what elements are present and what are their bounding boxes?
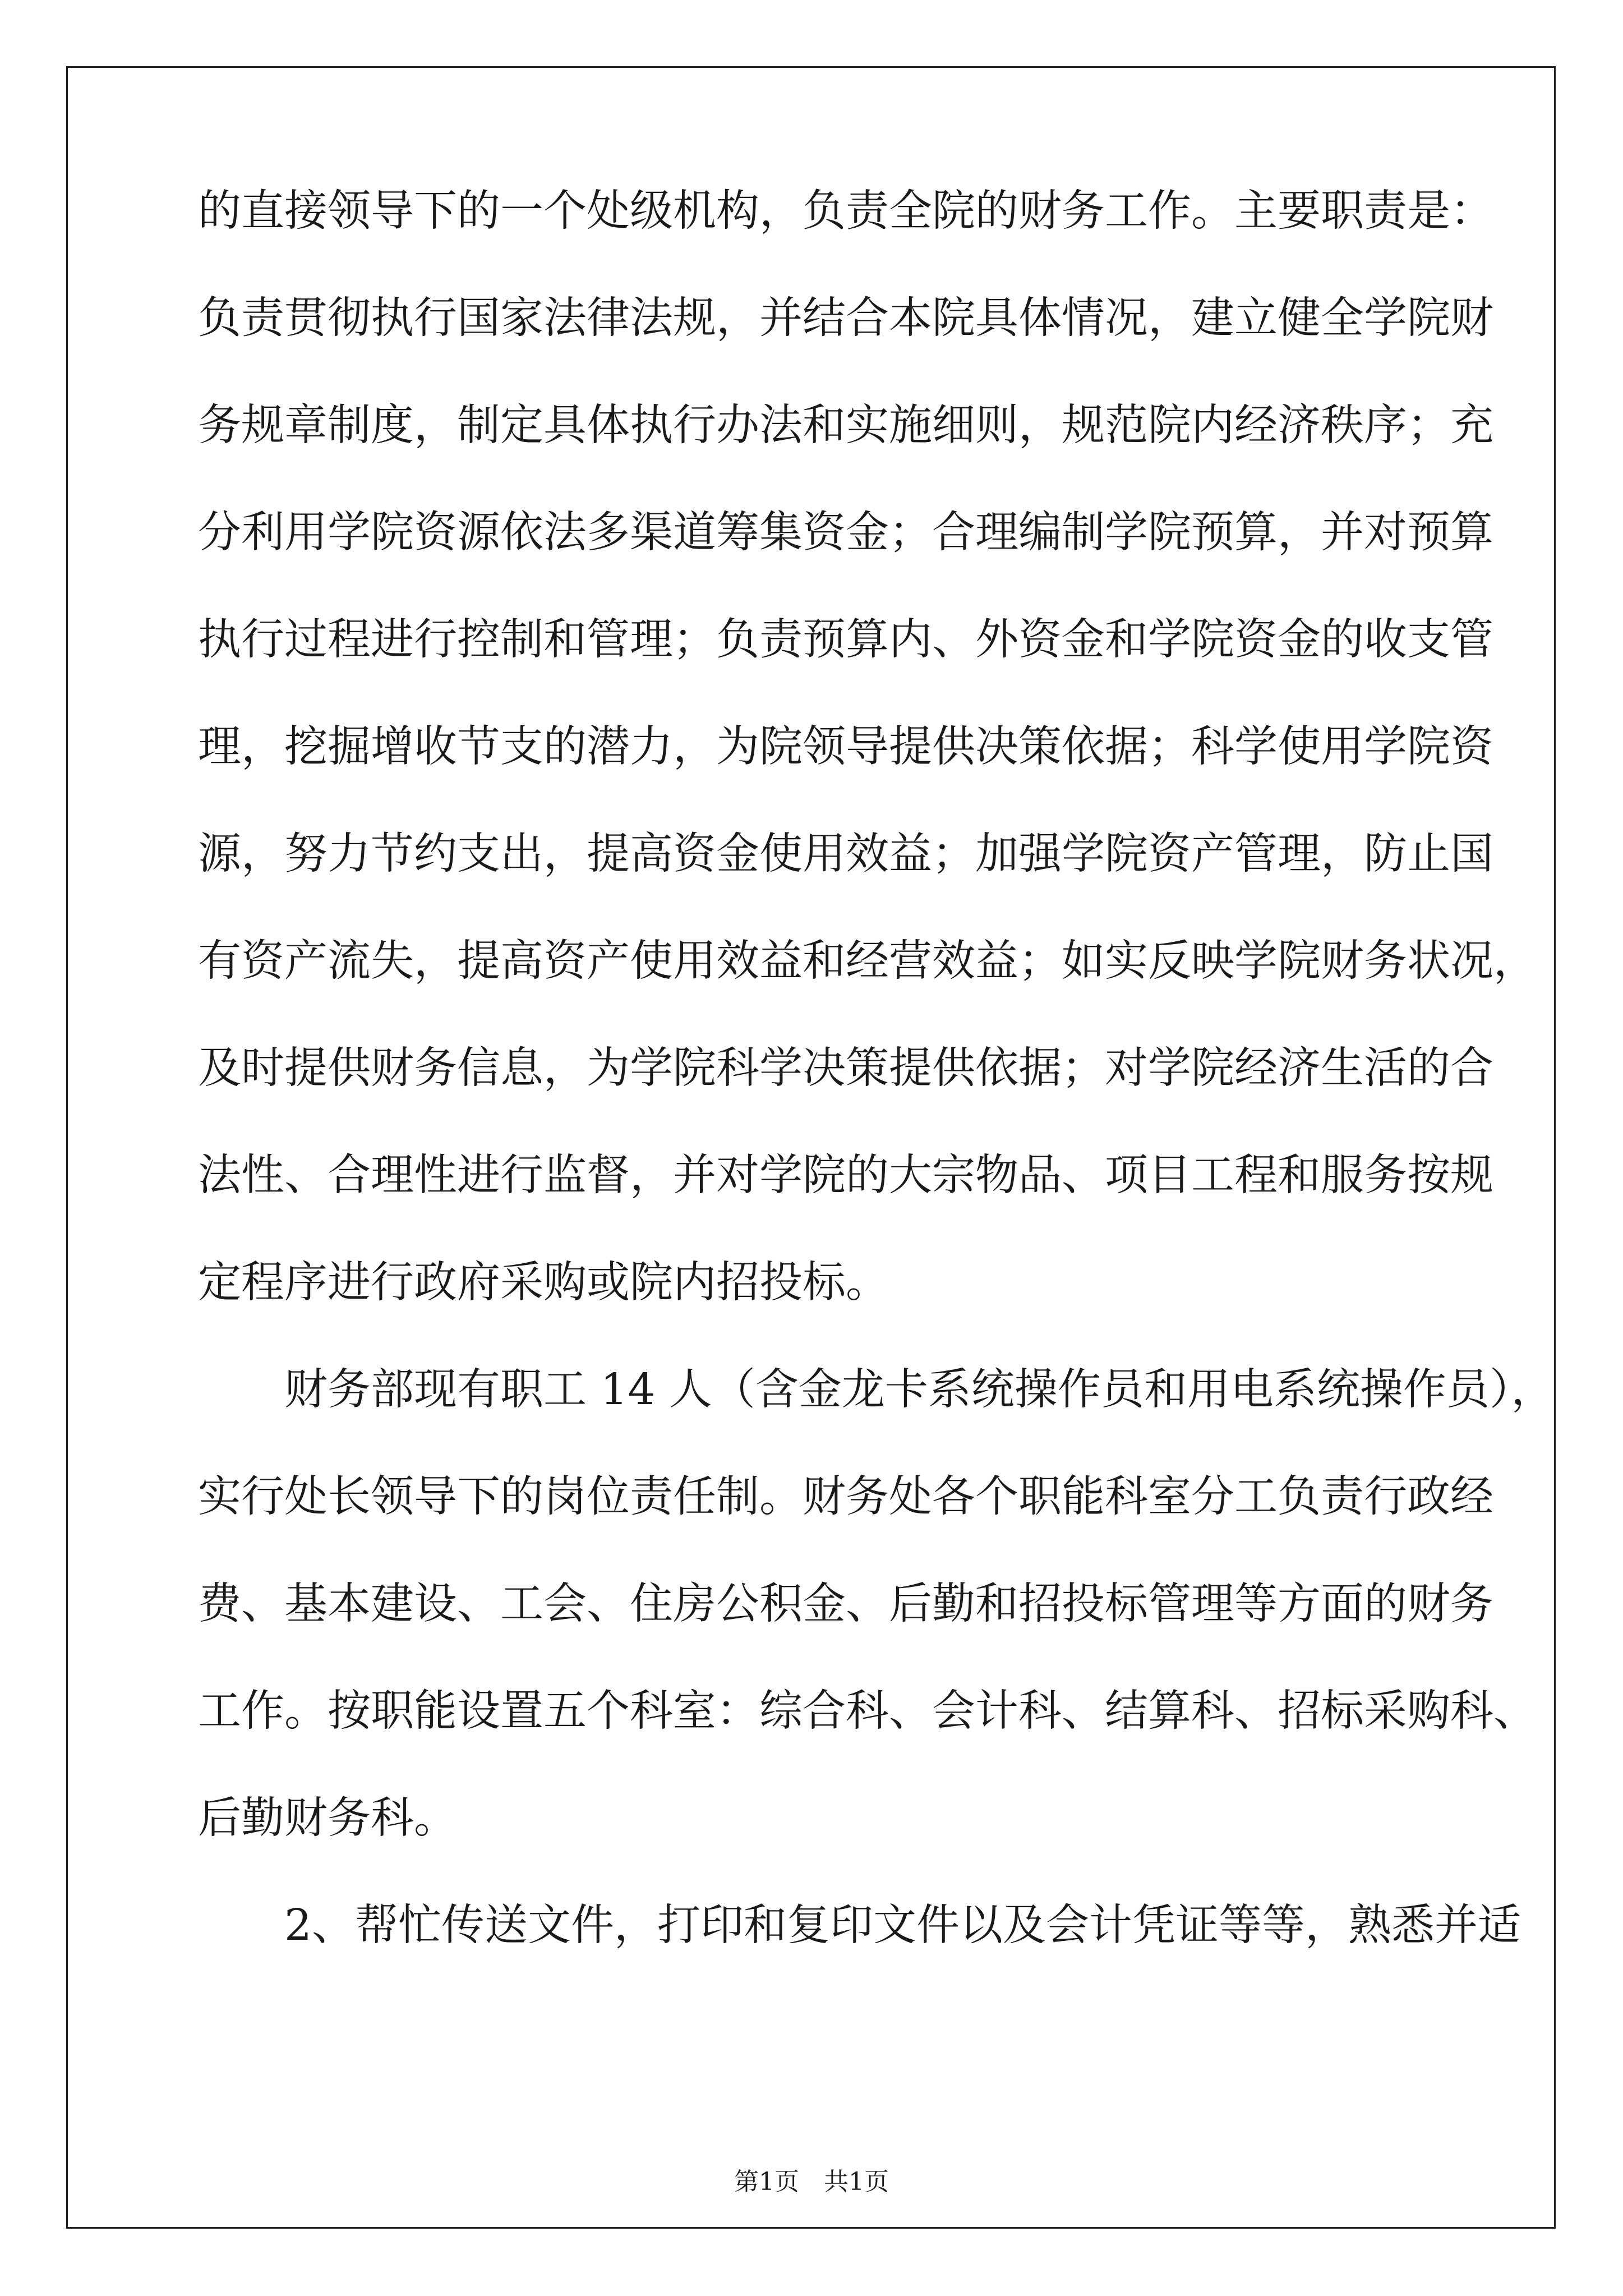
text-line: 的直接领导下的一个处级机构，负责全院的财务工作。主要职责是： [198,186,1493,236]
text-line: 源，努力节约支出，提高资金使用效益；加强学院资产管理，防止国 [198,829,1493,879]
text-line: 实行处长领导下的岗位责任制。财务处各个职能科室分工负责行政经 [198,1472,1493,1522]
text-line: 法性、合理性进行监督，并对学院的大宗物品、项目工程和服务按规 [198,1151,1493,1200]
text-line: 及时提供财务信息，为学院科学决策提供依据；对学院经济生活的合 [198,1043,1493,1093]
text-line: 分利用学院资源依法多渠道筹集资金；合理编制学院预算，并对预算 [198,508,1493,558]
text-line: 执行过程进行控制和管理；负责预算内、外资金和学院资金的收支管 [198,615,1493,665]
text-line: 工作。按职能设置五个科室：综合科、会计科、结算科、招标采购科、 [198,1686,1537,1736]
text-line: 有资产流失，提高资产使用效益和经营效益；如实反映学院财务状况， [198,936,1537,986]
text-line: 后勤财务科。 [198,1793,457,1843]
text-line: 定程序进行政府采购或院内招投标。 [198,1258,889,1308]
text-line: 负责贯彻执行国家法律法规，并结合本院具体情况，建立健全学院财 [198,293,1493,343]
text-line: 财务部现有职工 14 人（含金龙卡系统操作员和用电系统操作员）， [198,1365,1555,1415]
page-footer: 第1页 共1页 [734,2168,889,2196]
text-line: 务规章制度，制定具体执行办法和实施细则，规范院内经济秩序；充 [198,401,1493,450]
text-line: 2、帮忙传送文件，打印和复印文件以及会计凭证等等，熟悉并适 [198,1901,1521,1950]
text-line: 费、基本建设、工会、住房公积金、后勤和招投标管理等方面的财务 [198,1579,1493,1629]
text-line: 理，挖掘增收节支的潜力，为院领导提供决策依据；科学使用学院资 [198,722,1493,772]
